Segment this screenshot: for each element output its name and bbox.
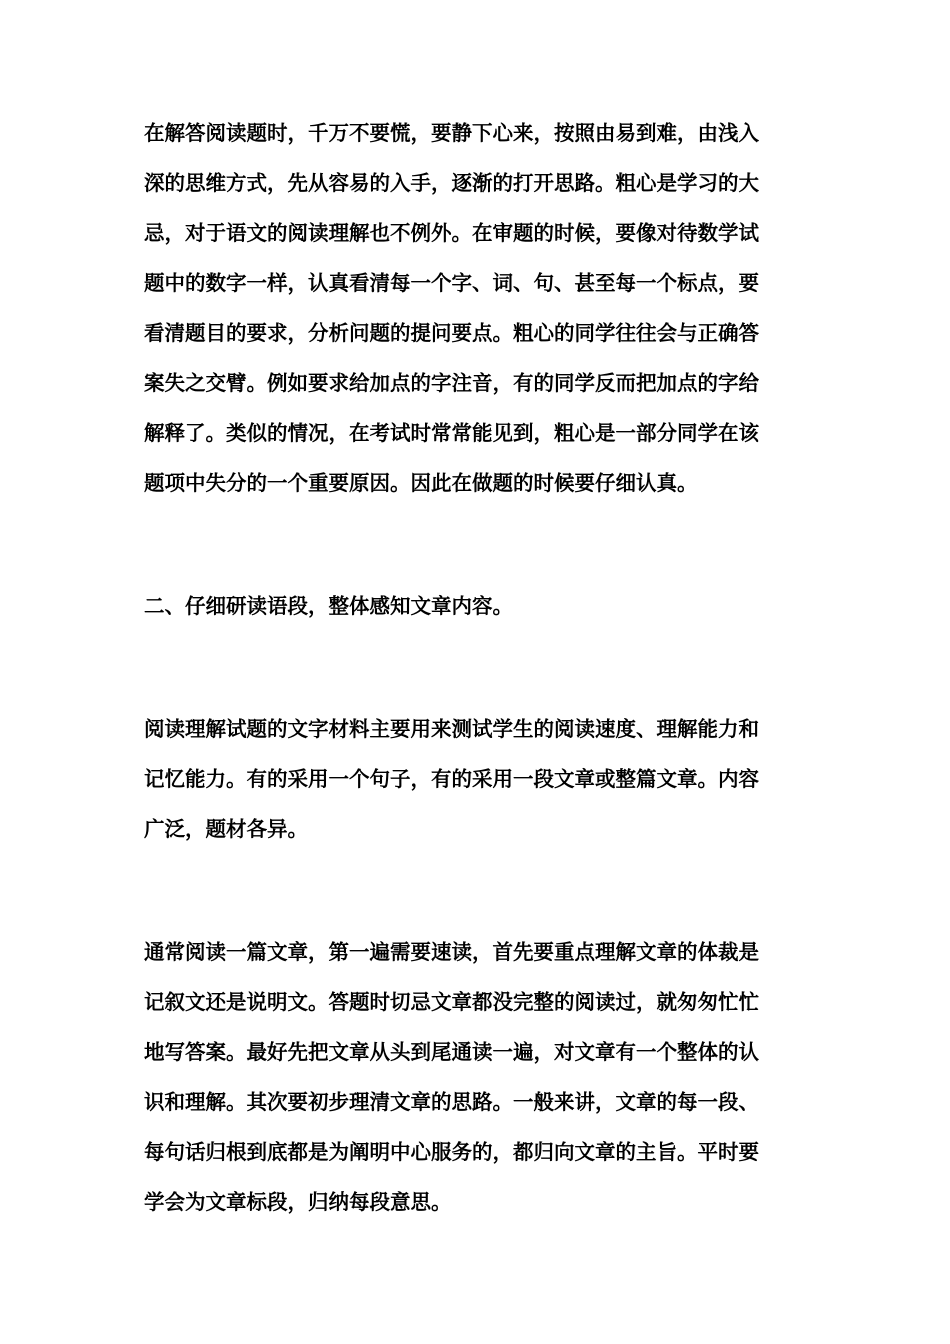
text-line: 忌，对于语文的阅读理解也不例外。在审题的时候，要像对待数学试 (144, 221, 759, 245)
text-line: 看清题目的要求，分析问题的提问要点。粗心的同学往往会与正确答 (144, 321, 759, 345)
paragraph-reading-advice (144, 108, 810, 508)
text-line: 通常阅读一篇文章，第一遍需要速读，首先要重点理解文章的体裁是 (144, 940, 759, 964)
text-line: 二、仔细研读语段，整体感知文章内容。 (144, 594, 513, 618)
paragraph-spacer (144, 854, 810, 927)
text-line: 每句话归根到底都是为阐明中心服务的，都归向文章的主旨。平时要 (144, 1140, 759, 1164)
text-line: 记叙文还是说明文。答题时切忌文章都没完整的阅读过，就匆匆忙忙 (144, 990, 759, 1014)
paragraph-reading-method (144, 927, 810, 1227)
text-line: 识和理解。其次要初步理清文章的思路。一般来讲，文章的每一段、 (144, 1090, 759, 1114)
text-line: 题中的数字一样，认真看清每一个字、词、句、甚至每一个标点，要 (144, 271, 759, 295)
text-line: 深的思维方式，先从容易的入手，逐渐的打开思路。粗心是学习的大 (144, 171, 759, 195)
paragraph-spacer (144, 508, 810, 581)
text-line: 广泛，题材各异。 (144, 817, 308, 841)
text-line: 阅读理解试题的文字材料主要用来测试学生的阅读速度、理解能力和 (144, 717, 759, 741)
text-line: 解释了。类似的情况，在考试时常常能见到，粗心是一部分同学在该 (144, 421, 759, 445)
text-line: 记忆能力。有的采用一个句子，有的采用一段文章或整篇文章。内容 (144, 767, 759, 791)
text-line: 地写答案。最好先把文章从头到尾通读一遍，对文章有一个整体的认 (144, 1040, 759, 1064)
section-heading (144, 581, 810, 631)
paragraph-spacer (144, 631, 810, 704)
text-line: 案失之交臂。例如要求给加点的字注音，有的同学反而把加点的字给 (144, 371, 759, 395)
document-body (144, 108, 810, 1227)
text-line: 学会为文章标段，归纳每段意思。 (144, 1190, 452, 1214)
text-line: 在解答阅读题时，千万不要慌，要静下心来，按照由易到难，由浅入 (144, 121, 759, 145)
paragraph-material-description (144, 704, 810, 854)
text-line: 题项中失分的一个重要原因。因此在做题的时候要仔细认真。 (144, 471, 698, 495)
